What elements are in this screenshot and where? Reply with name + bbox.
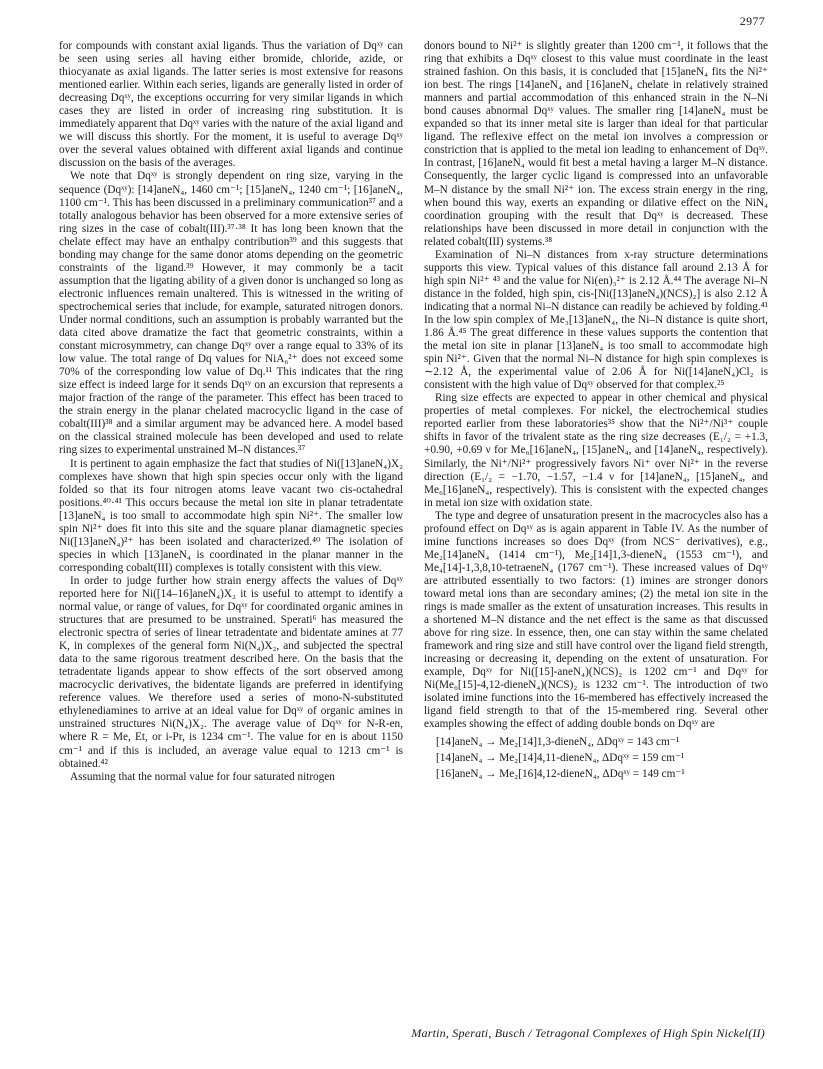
paragraph: Ring size effects are expected to appear in other chemical and physical properties of metal complexes. For nickel, the electrochemical studies reported earlier from these laboratories³⁵ show that the Ni²⁺/Ni³⁺ couple shifts in favor of the trivalent state as the ring size decreases (E₁/₂ = +1.3, +0.90, +0.69 ν for Me₆[16]aneN₄, [15]aneN₄, and [14]aneN₄, respectively). Similarly, the Ni⁺/Ni²⁺ progressively favors Ni⁺ over Ni²⁺ in the reverse direction (E₁/₂ = −1.70, −1.57, −1.4 ν for [14]aneN₄, [15]aneN₄, and Me₆[16]aneN₄, respectively). This is consistent with the expected changes in metal ion size with oxidation state. — [424, 392, 768, 509]
paragraph: for compounds with constant axial ligands. Thus the variation of Dqˣʸ can be seen using series all having either bromide, chloride, azide, or thiocyanate as axial ligands. The latter series is most extensive for reasons mentioned earlier. Within each series, ligands are generally listed in order of decreasing Dqˣʸ, the exceptions occurring for very similar ligands in which cases they are listed in order of increasing ring substitution. It is immediately apparent that Dqˣʸ varies with the nature of the axial ligand and we will discuss this shortly. For the moment, it is useful to average Dqˣʸ over the several values obtained with different axial ligands and continue discussion on the basis of the averages. — [59, 40, 403, 170]
equation: [16]aneN₄ → Me₂[16]4,12-dieneN₄, ΔDqˣʸ = 149 cm⁻¹ — [436, 768, 685, 781]
paragraph: Assuming that the normal value for four saturated nitrogen — [70, 770, 335, 783]
paragraph: In order to judge further how strain energy affects the values of Dqˣʸ reported here for Ni([14–16]aneN₄)X₂ it is useful to attempt to identify a normal value, or range of values, for Dqˣʸ for coordinated organic amines in structures that are presumed to be unstrained. Sperati⁶ has measured the electronic spectra of series of linear tetradentate and bidentate amines at 77 K, in complexes of the general form Ni(N₄)X₂, and subjected the spectral data to the same rigorous treatment described here. On the basis that the tetradentate ligands appear to show effects of the sort observed among macrocyclic derivatives, the bidentate ligands are preferred in identifying reference values. We therefore used a series of mono-N-substituted ethylenediamines to arrive at an ideal value for Dqˣʸ of organic amines in unstrained structures Ni(N₄)X₂. The average value of Dqˣʸ for N-R-en, where R = Me, Et, or i-Pr, is 1234 cm⁻¹. The value for en is about 1150 cm⁻¹ and if this is included, an average value equal to 1213 cm⁻¹ is obtained.⁴² — [59, 574, 403, 770]
paragraph: It is pertinent to again emphasize the fact that studies of Ni([13]aneN₄)X₂ complexes have shown that high spin species occur only with the ligand folded so that its four nitrogen atoms leave vacant two cis-octahedral positions.⁴⁰·⁴¹ This occurs because the metal ion site in planar tetradentate [13]aneN₄ is too small to accommodate high spin Ni²⁺. The smaller low spin Ni²⁺ does fit into this site and the square planar diamagnetic species Ni([13]aneN₄)²⁺ has been isolated and characterized.⁴⁰ The isolation of species in which [13]aneN₄ is coordinated in the planar manner in the corresponding cobalt(III) complexes is totally consistent with this view. — [59, 457, 403, 574]
running-footer: Martin, Sperati, Busch / Tetragonal Complexes of High Spin Nickel(II) — [411, 1026, 765, 1040]
paragraph: We note that Dqˣʸ is strongly dependent on ring size, varying in the sequence (Dqˣʸ): [14]aneN₄, 1460 cm⁻¹; [15]aneN₄, 1240 cm⁻¹; [16]aneN₄, 1100 cm⁻¹. This has been discussed in a preliminary communication³⁷ and a totally analogous behavior has been observed for a more extensive series of ring sizes in the case of cobalt(III).³⁷·³⁸ It has long been known that the chelate effect may have an enthalpy contribution³⁹ and this suggests that bonding may change for the same donor atoms depending on the geometric constraints of the ligand.³⁹ However, it may commonly be a tacit assumption that the ligating ability of a given donor is unchanged so long as electronic influences remain unaltered. This is witnessed in the writing of spectrochemical series that include, for example, saturated nitrogen donors. Under normal conditions, such an assumption is probably warranted but the data cited above dramatize the fact that geometric constraints, within a constant microsymmetry, can change Dqˣʸ over a range equal to 33% of its low value. The total range of Dq values for NiA₆²⁺ does not exceed some 70% of the corresponding low value of Dq.¹¹ This indicates that the ring size effect is indeed large for it sends Dqˣʸ on an excursion that represents a major fraction of the range of the parameter. This effect has been traced to the strain energy in the planar chelated macrocyclic ligand in the case of cobalt(III)³⁸ and a similar argument may be advanced here. A model based on the classical strained molecule has been developed and used to relate ring sizes to experimental unstrained M–N distances.³⁷ — [59, 170, 403, 457]
right-column — [424, 40, 768, 781]
paragraph: The type and degree of unsaturation present in the macrocycles also has a profound effect on Dqˣʸ as is again apparent in Table IV. As the number of imine functions increases so does Dqˣʸ (from NCS⁻ derivatives), e.g., Me₂[14]aneN₄ (1414 cm⁻¹), Me₂[14]1,3-dieneN₄ (1553 cm⁻¹), and Me₄[14]-1,3,8,10-tetraeneN₄ (1767 cm⁻¹). These increased values of Dqˣʸ are attributed essentially to two factors: (1) imines are stronger donors toward metal ions than are secondary amines; (2) the metal ion site in the rings is made smaller as the extent of unsaturation increases. This results in a shortened M–N distance and the net effect is the same as that discussed above for ring size. In essence, then, one can stay within the same chelated framework and ring size and still have control over the ligand field strength, increasing or decreasing it, depending on the extent of unsaturation. For example, Dqˣʸ for Ni([15]-aneN₄)(NCS)₂ is 1202 cm⁻¹ and Dqˣʸ for Ni(Me₆[15]-4,12-dieneN₄)(NCS)₂ is 1232 cm⁻¹. The introduction of two isolated imine functions into the 16-membered has effectively increased the ligand field strength to that of the 15-membered ring. Several other examples showing the effect of adding double bonds on Dqˣʸ are — [424, 509, 768, 731]
paragraph: donors bound to Ni²⁺ is slightly greater than 1200 cm⁻¹, it follows that the ring that exhibits a Dqˣʸ closest to this value must coordinate in the least strained fashion. On this basis, it is concluded that [15]aneN₄ fits the Ni²⁺ ion best. The rings [14]aneN₄ and [16]aneN₄ chelate in relatively strained manners and partial accommodation of this enhanced strain in the N–Ni bond causes abnormal Dqˣʸ values. The smaller ring [14]aneN₄ must be expanded so that its inner metal site is larger than ideal for that particular ligand. The reflexive effect on the metal ion involves a compression or constriction that is applied to the metal ion leading to enhancement of Dqˣʸ. In contrast, [16]aneN₄ would fit best a metal having a larger M–N distance. Consequently, the larger cyclic ligand is compressed into an unfavorable M–N distance by the small Ni²⁺ ion. The excess strain energy in the ring, when bound this way, exerts an expanding or dilative effect on the NiN₄ coordination grouping with the result that Dqˣʸ is decreased. These relationships have been discussed in more detail in conjunction with the related cobalt(III) systems.³⁸ — [424, 40, 768, 248]
equation: [14]aneN₄ → Me₂[14]1,3-dieneN₄, ΔDqˣʸ = 143 cm⁻¹ — [436, 736, 680, 749]
paragraph: Examination of Ni–N distances from x-ray structure determinations supports this view. Typical values of this distance fall around 2.13 Å for high spin Ni²⁺ ⁴³ and the value for Ni(en)₃²⁺ is 2.12 Å.⁴⁴ The average Ni–N distance in the folded, high spin, cis-[Ni([13]aneN₄)(NCS)₂] is also 2.12 Å indicating that a normal Ni–N distance can readily be achieved by folding.⁴¹ In the low spin complex of Me₃[13]aneN₄, the Ni–N distance is quite short, 1.86 Å.⁴⁵ The great difference in these values supports the contention that the metal ion site in planar [13]aneN₄ is too small to accommodate high spin Ni²⁺. Given that the normal Ni–N distance for high spin complexes is ∼2.12 Å, the experimental value of 2.06 Å for Ni([14]aneN₄)Cl₂ is consistent with the high value of Dqˣʸ observed for that complex.²⁵ — [424, 248, 768, 392]
equation: [14]aneN₄ → Me₂[14]4,11-dieneN₄, ΔDqˣʸ = 159 cm⁻¹ — [436, 752, 685, 765]
left-column — [59, 40, 403, 784]
page-number: 2977 — [739, 14, 765, 28]
